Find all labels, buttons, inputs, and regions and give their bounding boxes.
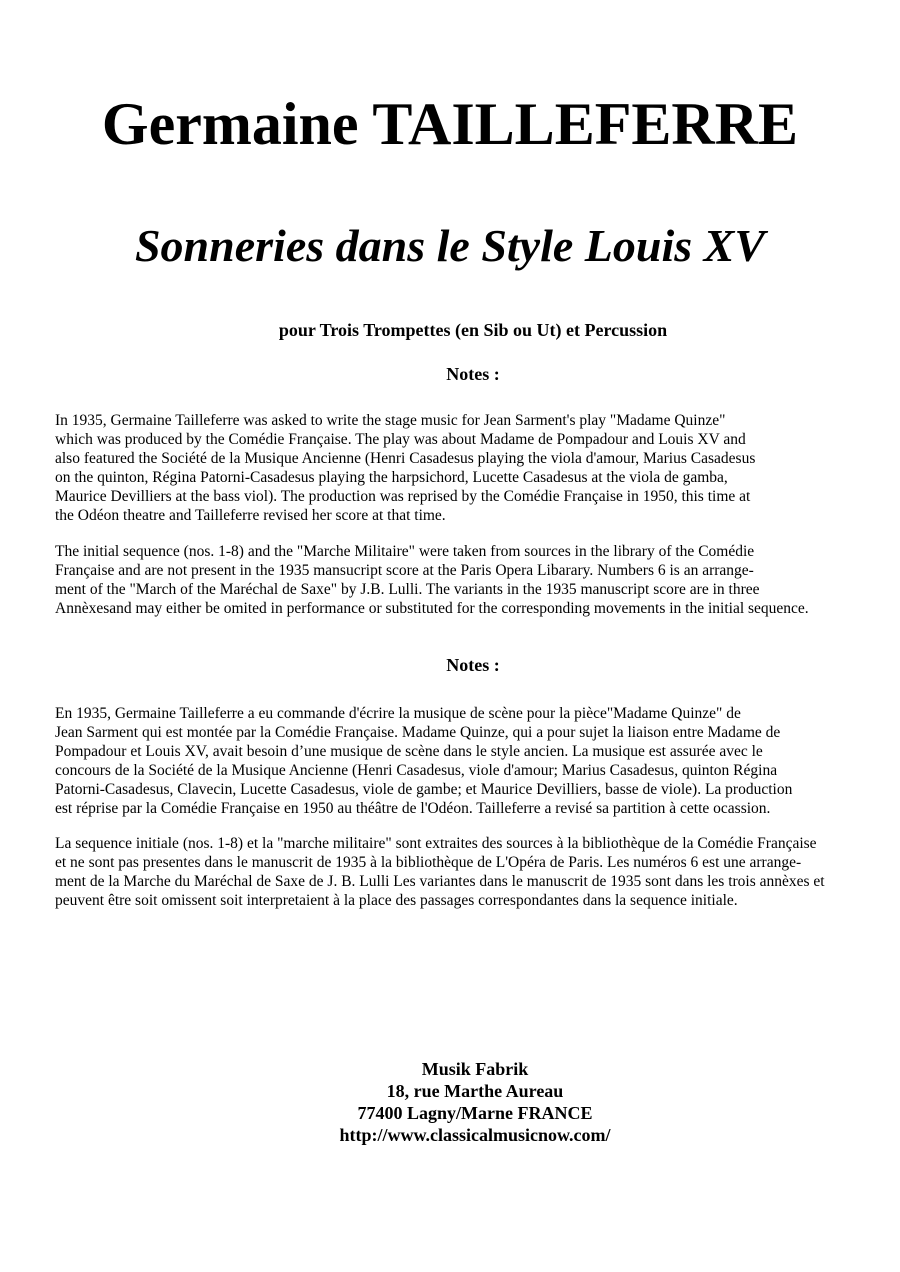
text-line: peuvent être soit omissent soit interpretaient à la place des passages correspondantes dans la sequence initiale.	[55, 892, 738, 909]
text-line: also featured the Société de la Musique Ancienne (Henri Casadesus playing the viola d'amour, Marius Casadesus	[55, 450, 756, 467]
publisher-city: 77400 Lagny/Marne FRANCE	[357, 1103, 593, 1123]
text-line: the Odéon theatre and Tailleferre revised her score at that time.	[55, 507, 446, 524]
publisher-name: Musik Fabrik	[421, 1059, 529, 1079]
text-line: The initial sequence (nos. 1-8) and the "Marche Militaire" were taken from sources in the library of the Comédie	[55, 543, 755, 560]
english-paragraph-1	[55, 411, 755, 525]
french-paragraph-2	[55, 834, 825, 910]
text-line: Patorni-Casadesus, Clavecin, Lucette Casadesus, viole de gambe; et Maurice Devilliers, basse de viole). La production	[55, 781, 793, 798]
text-line: concours de la Société de la Musique Ancienne (Henri Casadesus, viole d'amour; Marius Casadesus, quinton Régina	[55, 762, 778, 779]
text-line: Maurice Devilliers at the bass viol). The production was reprised by the Comédie Française in 1950, this time at	[55, 488, 751, 505]
notes-heading-french: Notes :	[446, 655, 500, 675]
text-line: ment de la Marche du Maréchal de Saxe de J. B. Lulli Les variantes dans le manuscrit de 1935 sont dans les trois annèxes et	[55, 873, 825, 890]
text-line: Française and are not present in the 1935 mansucript score at the Paris Opera Libarary. Numbers 6 is an arrange-	[55, 562, 754, 579]
composer-name: Germaine TAILLEFERRE	[101, 91, 799, 157]
work-title: Sonneries dans le Style Louis XV	[134, 220, 766, 271]
text-line: est réprise par la Comédie Française en 1950 au théâtre de l'Odéon. Tailleferre a revisé sa partition à cette ocassion.	[55, 800, 771, 817]
text-line: Pompadour et Louis XV, avait besoin d’une musique de scène dans le style ancien. La musique est assurée avec le	[55, 743, 763, 760]
text-line: Jean Sarment qui est montée par la Comédie Française. Madame Quinze, qui a pour sujet la liaison entre Madame de	[55, 724, 781, 741]
text-line: La sequence initiale (nos. 1-8) et la "marche militaire" sont extraites des sources à la bibliothèque de la Comédie Française	[55, 835, 817, 852]
text-line: In 1935, Germaine Tailleferre was asked to write the stage music for Jean Sarment's play "Madame Quinze"	[55, 412, 726, 429]
notes-heading-english: Notes :	[446, 364, 500, 384]
french-paragraph-1	[55, 704, 792, 818]
publisher-address	[0, 1058, 900, 1146]
text-line: ment of the "March of the Maréchal de Saxe" by J.B. Lulli. The variants in the 1935 manuscript score are in three	[55, 581, 760, 598]
text-line: on the quinton, Régina Patorni-Casadesus playing the harpsichord, Lucette Casadesus at the viola de gamba,	[55, 469, 728, 486]
publisher-website: http://www.classicalmusicnow.com/	[339, 1125, 611, 1145]
instrumentation: pour Trois Trompettes (en Sib ou Ut) et Percussion	[278, 320, 668, 340]
text-line: En 1935, Germaine Tailleferre a eu commande d'écrire la musique de scène pour la pièce"Madame Quinze" de	[55, 705, 741, 722]
publisher-street: 18, rue Marthe Aureau	[386, 1081, 564, 1101]
text-line: et ne sont pas presentes dans le manuscrit de 1935 à la bibliothèque de L'Opéra de Paris. Les numéros 6 est une arrange-	[55, 854, 802, 871]
text-line: Annèxesand may either be omited in performance or substituted for the corresponding movements in the initial sequence.	[55, 600, 809, 617]
english-paragraph-2	[55, 542, 809, 618]
text-line: which was produced by the Comédie Française. The play was about Madame de Pompadour and Louis XV and	[55, 431, 746, 448]
